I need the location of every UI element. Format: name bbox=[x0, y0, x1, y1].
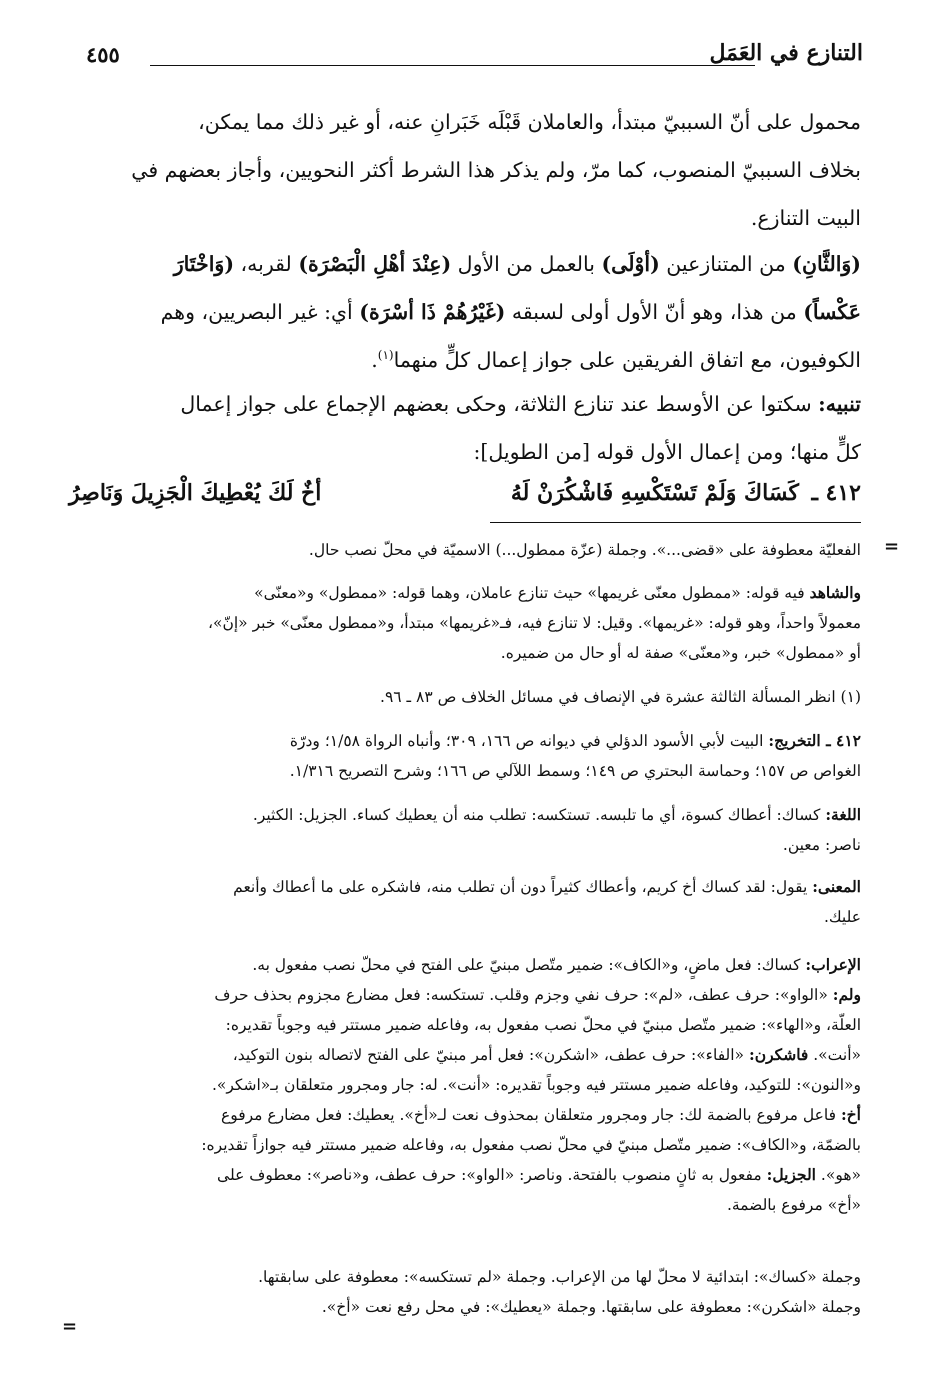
quoted-term: (أوْلَى) bbox=[601, 252, 660, 276]
header-rule bbox=[150, 65, 755, 66]
note-takhrij bbox=[69, 726, 861, 786]
main-paragraph-3 bbox=[71, 380, 861, 476]
text-run: كساك: فعل ماضٍ، و«الكاف»: ضمير متّصل مبنيّ على الفتح في محلّ نصب مفعول به. bbox=[252, 956, 806, 974]
text-line bbox=[71, 288, 861, 336]
note-label: الإعراب: bbox=[805, 955, 861, 974]
text-run: البيت لأبي الأسود الدؤلي في ديوانه ص ١٦٦، ٣٠٩؛ وأنباه الرواة ١/٥٨؛ ودرّة bbox=[289, 732, 769, 750]
note-lugha bbox=[69, 800, 861, 860]
note-line bbox=[69, 726, 861, 756]
note-line: أو «ممطول» خبر، و«معنّى» صفة له أو حال من ضميره. bbox=[500, 644, 861, 662]
quoted-term: (غَيْرُهُمْ ذَا أسْرَة) bbox=[359, 300, 506, 324]
page-number: ٤٥٥ bbox=[86, 42, 120, 67]
text-line bbox=[71, 380, 861, 428]
note-line: معمولاً واحداً، وهو قوله: «غريمها». وقيل: لا تنازع فيه، فـ«غريمها» مبتدأ، و«ممطول معنّى» خبر «إنّ»، bbox=[208, 614, 861, 632]
text-run: سكتوا عن الأوسط عند تنازع الثلاثة، وحكى بعضهم الإجماع على جواز إعمال bbox=[180, 392, 819, 416]
note-line bbox=[69, 1040, 861, 1070]
poem-verse bbox=[69, 476, 861, 520]
note-label: والشاهد bbox=[809, 583, 861, 602]
footnote-1 bbox=[69, 682, 861, 712]
note-shahid bbox=[69, 578, 861, 668]
chapter-title: التنازع في العَمَل bbox=[709, 40, 863, 66]
quoted-term: (وَالثَّانِ) bbox=[792, 252, 861, 276]
text-line: بخلاف السببيّ المنصوب، كما مرّ، ولم يذكر هذا الشرط أكثر النحويين، وأجاز بعضهم في bbox=[131, 158, 861, 182]
first-hemistich: كَسَاكَ وَلَمْ تَسْتَكْسِهِ فَاشْكُرَنْ لَهُ bbox=[510, 480, 799, 506]
text-line: محمول على أنّ السببيّ مبتدأ، والعاملان قَبْلَه خَبَرانِ عنه، أو غير ذلك مما يمكن، bbox=[198, 110, 861, 134]
text-run: بالعمل من الأول bbox=[451, 252, 602, 276]
quoted-term: (عِنْدَ أهْلِ الْبَصْرَة) bbox=[298, 252, 452, 276]
text-line: البيت التنازع. bbox=[750, 206, 861, 230]
note-label: أخ: bbox=[840, 1105, 861, 1124]
text-run: . bbox=[371, 348, 378, 372]
note-line bbox=[69, 578, 861, 608]
footnote-ref[interactable]: (١) bbox=[377, 348, 394, 363]
note-line bbox=[69, 1100, 861, 1130]
text-run: الكوفيون، مع اتفاق الفريقين على جواز إعمال كلٍّ منهما bbox=[393, 348, 861, 372]
continuation-mark-bottom: = bbox=[62, 1316, 78, 1337]
note-label: المعنى: bbox=[812, 877, 861, 896]
note-jumal bbox=[69, 1262, 861, 1322]
note-line: الفعليّة معطوفة على «قضى...». وجملة (عزّة ممطول...) الاسميّة في محلّ نصب حال. bbox=[308, 541, 861, 559]
note-line bbox=[69, 980, 861, 1010]
note-line: وجملة «اشكرن»: معطوفة على سابقتها. وجملة «يعطيك»: في محل رفع نعت «أخ». bbox=[321, 1298, 861, 1316]
note-line: العلّة، و«الهاء»: ضمير متّصل مبنيّ في محلّ نصب مفعول به، وفاعله ضمير مستتر فيه وجوباً تقديره: bbox=[225, 1016, 861, 1034]
text-line: كلٍّ منها؛ ومن إعمال الأول قوله [من الطويل]: bbox=[473, 440, 861, 464]
note-line: عليك. bbox=[823, 908, 861, 926]
text-line bbox=[71, 336, 861, 384]
text-run: «أنت». bbox=[808, 1046, 861, 1064]
note-continuation bbox=[69, 535, 861, 565]
footnote-text: (١) انظر المسألة الثالثة عشرة في الإنصاف في مسائل الخلاف ص ٨٣ ـ ٩٦. bbox=[380, 688, 861, 706]
text-run: فاعل مرفوع بالضمة لك: جار ومجرور متعلقان بمحذوف نعت لـ«أخ». يعطيك: فعل مضارع مرفوع bbox=[220, 1106, 841, 1124]
note-label: الجزيل: bbox=[766, 1165, 816, 1184]
text-run: كساك: أعطاك كسوة، أي ما تلبسه. تستكسه: تطلب منه أن يعطيك كساء. الجزيل: الكثير. bbox=[252, 806, 826, 824]
text-run: من هذا، وهو أنّ الأول أولى لسبقه bbox=[505, 300, 804, 324]
text-run: يقول: لقد كساك أخ كريم، وأعطاك كثيراً دون أن تطلب منه، فاشكره على ما أعطاك وأنعم bbox=[233, 878, 813, 896]
text-run: مفعول به ثانٍ منصوب بالفتحة. وناصر: «الواو»: حرف عطف، و«ناصر»: معطوف على bbox=[217, 1166, 767, 1184]
main-paragraph-1 bbox=[71, 98, 861, 242]
quoted-term: (وَاخْتَارَ bbox=[173, 252, 235, 276]
text-run: لقربه، bbox=[234, 252, 299, 276]
running-header bbox=[86, 40, 863, 80]
note-line bbox=[69, 872, 861, 902]
main-paragraph-2 bbox=[71, 240, 861, 384]
note-line: «أخ» مرفوع بالضمة. bbox=[726, 1196, 861, 1214]
footnote-separator-rule bbox=[490, 522, 861, 523]
note-line: الغواص ص ١٥٧؛ وحماسة البحتري ص ١٤٩؛ وسمط اللآلي ص ١٦٦؛ وشرح التصريح ١/٣١٦. bbox=[289, 762, 861, 780]
note-line: و«النون»: للتوكيد، وفاعله ضمير مستتر فيه وجوباً تقديره: «أنت». له: جار ومجرور متعلقان بـ«اشكر». bbox=[211, 1076, 861, 1094]
note-label: ولم: bbox=[832, 985, 861, 1004]
continuation-mark-top: = bbox=[884, 536, 900, 557]
note-mana bbox=[69, 872, 861, 932]
note-line bbox=[69, 950, 861, 980]
text-line bbox=[71, 240, 861, 288]
note-label: اللغة: bbox=[825, 805, 861, 824]
text-run: من المتنازعين bbox=[659, 252, 793, 276]
note-label: تنبيه: bbox=[818, 392, 861, 416]
text-run: «هو». bbox=[815, 1166, 861, 1184]
note-label: فاشكرن: bbox=[748, 1045, 809, 1064]
text-run: فيه قوله: «ممطول معنّى غريمها» حيث تنازع عاملان، وهما قوله: «ممطول» و«معنّى» bbox=[254, 584, 810, 602]
note-line: بالضمّة، و«الكاف»: ضمير متّصل مبنيّ في محلّ نصب مفعول به، وفاعله ضمير مستتر فيه جوازاً تقديره: bbox=[201, 1136, 861, 1154]
note-line bbox=[69, 800, 861, 830]
text-run: «الفاء»: حرف عطف، «اشكرن»: فعل أمر مبنيّ على الفتح لاتصاله بنون التوكيد، bbox=[232, 1046, 749, 1064]
note-line: ناصر: معين. bbox=[782, 836, 861, 854]
note-label: ٤١٢ ـ التخريج: bbox=[768, 731, 861, 750]
verse-number: ٤١٢ ـ bbox=[811, 480, 861, 506]
quoted-term: عَكْساً) bbox=[803, 300, 861, 324]
text-run: أي: غير البصريين، وهم bbox=[160, 300, 360, 324]
note-irab bbox=[69, 950, 861, 1220]
note-line bbox=[69, 1160, 861, 1190]
second-hemistich: أخٌ لَكَ يُعْطِيكَ الْجَزِيلَ وَنَاصِرُ bbox=[69, 480, 322, 506]
note-line: وجملة «كساك»: ابتدائية لا محلّ لها من الإعراب. وجملة «لم تستكسه»: معطوفة على سابقتها. bbox=[258, 1268, 861, 1286]
text-run: «الواو»: حرف عطف، «لم»: حرف نفي وجزم وقلب. تستكسه: فعل مضارع مجزوم بحذف حرف bbox=[214, 986, 833, 1004]
